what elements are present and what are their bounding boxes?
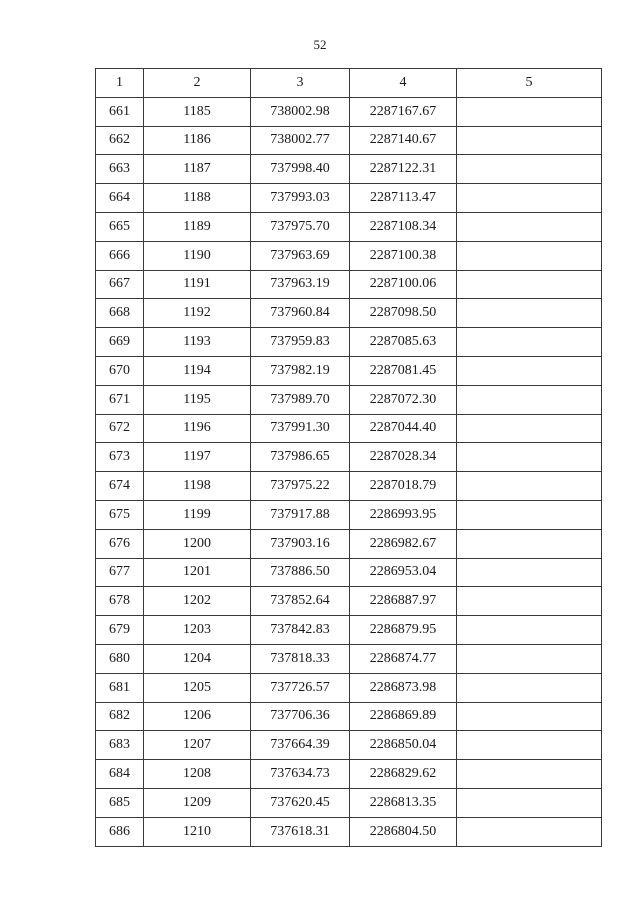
point-number-cell: 1199 <box>144 500 251 529</box>
note-cell <box>457 616 602 645</box>
x-coordinate-cell: 737975.22 <box>251 472 350 501</box>
x-coordinate-cell: 737982.19 <box>251 356 350 385</box>
table-row <box>96 126 602 155</box>
y-coordinate-cell: 2287018.79 <box>350 472 457 501</box>
point-number-cell: 1204 <box>144 644 251 673</box>
y-coordinate-cell: 2286953.04 <box>350 558 457 587</box>
x-coordinate-cell: 737963.69 <box>251 241 350 270</box>
x-coordinate-cell: 737664.39 <box>251 731 350 760</box>
y-coordinate-cell: 2287167.67 <box>350 97 457 126</box>
column-header: 2 <box>144 69 251 98</box>
y-coordinate-cell: 2287113.47 <box>350 184 457 213</box>
table-row <box>96 356 602 385</box>
y-coordinate-cell: 2287140.67 <box>350 126 457 155</box>
point-number-cell: 1188 <box>144 184 251 213</box>
point-number-cell: 1189 <box>144 212 251 241</box>
row-number-cell: 675 <box>96 500 144 529</box>
note-cell <box>457 500 602 529</box>
row-number-cell: 683 <box>96 731 144 760</box>
y-coordinate-cell: 2287100.38 <box>350 241 457 270</box>
x-coordinate-cell: 737975.70 <box>251 212 350 241</box>
x-coordinate-cell: 737706.36 <box>251 702 350 731</box>
row-number-cell: 667 <box>96 270 144 299</box>
table-row <box>96 472 602 501</box>
y-coordinate-cell: 2286887.97 <box>350 587 457 616</box>
note-cell <box>457 328 602 357</box>
note-cell <box>457 472 602 501</box>
point-number-cell: 1190 <box>144 241 251 270</box>
note-cell <box>457 385 602 414</box>
table-row <box>96 328 602 357</box>
note-cell <box>457 558 602 587</box>
y-coordinate-cell: 2286982.67 <box>350 529 457 558</box>
note-cell <box>457 644 602 673</box>
table-row <box>96 616 602 645</box>
x-coordinate-cell: 737991.30 <box>251 414 350 443</box>
note-cell <box>457 270 602 299</box>
x-coordinate-cell: 737998.40 <box>251 155 350 184</box>
row-number-cell: 678 <box>96 587 144 616</box>
y-coordinate-cell: 2287072.30 <box>350 385 457 414</box>
point-number-cell: 1191 <box>144 270 251 299</box>
point-number-cell: 1201 <box>144 558 251 587</box>
note-cell <box>457 731 602 760</box>
note-cell <box>457 673 602 702</box>
row-number-cell: 670 <box>96 356 144 385</box>
row-number-cell: 679 <box>96 616 144 645</box>
table-body <box>96 97 602 846</box>
y-coordinate-cell: 2287098.50 <box>350 299 457 328</box>
table-row <box>96 731 602 760</box>
row-number-cell: 681 <box>96 673 144 702</box>
x-coordinate-cell: 737986.65 <box>251 443 350 472</box>
x-coordinate-cell: 737960.84 <box>251 299 350 328</box>
row-number-cell: 685 <box>96 788 144 817</box>
table-row <box>96 443 602 472</box>
row-number-cell: 680 <box>96 644 144 673</box>
x-coordinate-cell: 737917.88 <box>251 500 350 529</box>
y-coordinate-cell: 2287108.34 <box>350 212 457 241</box>
x-coordinate-cell: 737842.83 <box>251 616 350 645</box>
x-coordinate-cell: 737818.33 <box>251 644 350 673</box>
y-coordinate-cell: 2287044.40 <box>350 414 457 443</box>
note-cell <box>457 97 602 126</box>
table-row <box>96 760 602 789</box>
table-header-row <box>96 69 602 98</box>
row-number-cell: 666 <box>96 241 144 270</box>
point-number-cell: 1210 <box>144 817 251 846</box>
column-header: 3 <box>251 69 350 98</box>
table-row <box>96 299 602 328</box>
table-row <box>96 817 602 846</box>
x-coordinate-cell: 737634.73 <box>251 760 350 789</box>
row-number-cell: 684 <box>96 760 144 789</box>
point-number-cell: 1208 <box>144 760 251 789</box>
table-row <box>96 644 602 673</box>
note-cell <box>457 414 602 443</box>
x-coordinate-cell: 737993.03 <box>251 184 350 213</box>
x-coordinate-cell: 738002.77 <box>251 126 350 155</box>
table-row <box>96 587 602 616</box>
x-coordinate-cell: 737852.64 <box>251 587 350 616</box>
row-number-cell: 668 <box>96 299 144 328</box>
table-row <box>96 212 602 241</box>
point-number-cell: 1193 <box>144 328 251 357</box>
row-number-cell: 686 <box>96 817 144 846</box>
table-row <box>96 184 602 213</box>
x-coordinate-cell: 738002.98 <box>251 97 350 126</box>
y-coordinate-cell: 2286813.35 <box>350 788 457 817</box>
x-coordinate-cell: 737989.70 <box>251 385 350 414</box>
point-number-cell: 1192 <box>144 299 251 328</box>
point-number-cell: 1187 <box>144 155 251 184</box>
page-number: 52 <box>313 37 327 52</box>
row-number-cell: 669 <box>96 328 144 357</box>
table-row <box>96 97 602 126</box>
row-number-cell: 661 <box>96 97 144 126</box>
note-cell <box>457 443 602 472</box>
x-coordinate-cell: 737963.19 <box>251 270 350 299</box>
point-number-cell: 1196 <box>144 414 251 443</box>
table-row <box>96 673 602 702</box>
point-number-cell: 1209 <box>144 788 251 817</box>
row-number-cell: 674 <box>96 472 144 501</box>
table-row <box>96 529 602 558</box>
x-coordinate-cell: 737886.50 <box>251 558 350 587</box>
y-coordinate-cell: 2286873.98 <box>350 673 457 702</box>
point-number-cell: 1186 <box>144 126 251 155</box>
point-number-cell: 1202 <box>144 587 251 616</box>
note-cell <box>457 356 602 385</box>
note-cell <box>457 788 602 817</box>
x-coordinate-cell: 737903.16 <box>251 529 350 558</box>
y-coordinate-cell: 2286879.95 <box>350 616 457 645</box>
x-coordinate-cell: 737618.31 <box>251 817 350 846</box>
y-coordinate-cell: 2286869.89 <box>350 702 457 731</box>
x-coordinate-cell: 737959.83 <box>251 328 350 357</box>
point-number-cell: 1206 <box>144 702 251 731</box>
y-coordinate-cell: 2286829.62 <box>350 760 457 789</box>
table-row <box>96 241 602 270</box>
table-row <box>96 702 602 731</box>
point-number-cell: 1197 <box>144 443 251 472</box>
row-number-cell: 665 <box>96 212 144 241</box>
point-number-cell: 1203 <box>144 616 251 645</box>
coordinate-table <box>95 68 602 847</box>
point-number-cell: 1198 <box>144 472 251 501</box>
point-number-cell: 1207 <box>144 731 251 760</box>
note-cell <box>457 587 602 616</box>
y-coordinate-cell: 2287085.63 <box>350 328 457 357</box>
row-number-cell: 663 <box>96 155 144 184</box>
table-row <box>96 788 602 817</box>
note-cell <box>457 529 602 558</box>
y-coordinate-cell: 2287081.45 <box>350 356 457 385</box>
table-row <box>96 270 602 299</box>
row-number-cell: 662 <box>96 126 144 155</box>
y-coordinate-cell: 2286850.04 <box>350 731 457 760</box>
table-row <box>96 414 602 443</box>
row-number-cell: 664 <box>96 184 144 213</box>
row-number-cell: 677 <box>96 558 144 587</box>
note-cell <box>457 299 602 328</box>
note-cell <box>457 702 602 731</box>
y-coordinate-cell: 2287028.34 <box>350 443 457 472</box>
y-coordinate-cell: 2286993.95 <box>350 500 457 529</box>
y-coordinate-cell: 2286874.77 <box>350 644 457 673</box>
table-row <box>96 385 602 414</box>
note-cell <box>457 212 602 241</box>
point-number-cell: 1194 <box>144 356 251 385</box>
y-coordinate-cell: 2287100.06 <box>350 270 457 299</box>
table-row <box>96 558 602 587</box>
column-header: 5 <box>457 69 602 98</box>
note-cell <box>457 241 602 270</box>
point-number-cell: 1185 <box>144 97 251 126</box>
point-number-cell: 1200 <box>144 529 251 558</box>
x-coordinate-cell: 737726.57 <box>251 673 350 702</box>
y-coordinate-cell: 2287122.31 <box>350 155 457 184</box>
note-cell <box>457 155 602 184</box>
table-row <box>96 500 602 529</box>
row-number-cell: 676 <box>96 529 144 558</box>
row-number-cell: 671 <box>96 385 144 414</box>
column-header: 4 <box>350 69 457 98</box>
row-number-cell: 672 <box>96 414 144 443</box>
note-cell <box>457 126 602 155</box>
point-number-cell: 1195 <box>144 385 251 414</box>
row-number-cell: 673 <box>96 443 144 472</box>
note-cell <box>457 184 602 213</box>
point-number-cell: 1205 <box>144 673 251 702</box>
y-coordinate-cell: 2286804.50 <box>350 817 457 846</box>
note-cell <box>457 760 602 789</box>
x-coordinate-cell: 737620.45 <box>251 788 350 817</box>
column-header: 1 <box>96 69 144 98</box>
row-number-cell: 682 <box>96 702 144 731</box>
note-cell <box>457 817 602 846</box>
table-row <box>96 155 602 184</box>
